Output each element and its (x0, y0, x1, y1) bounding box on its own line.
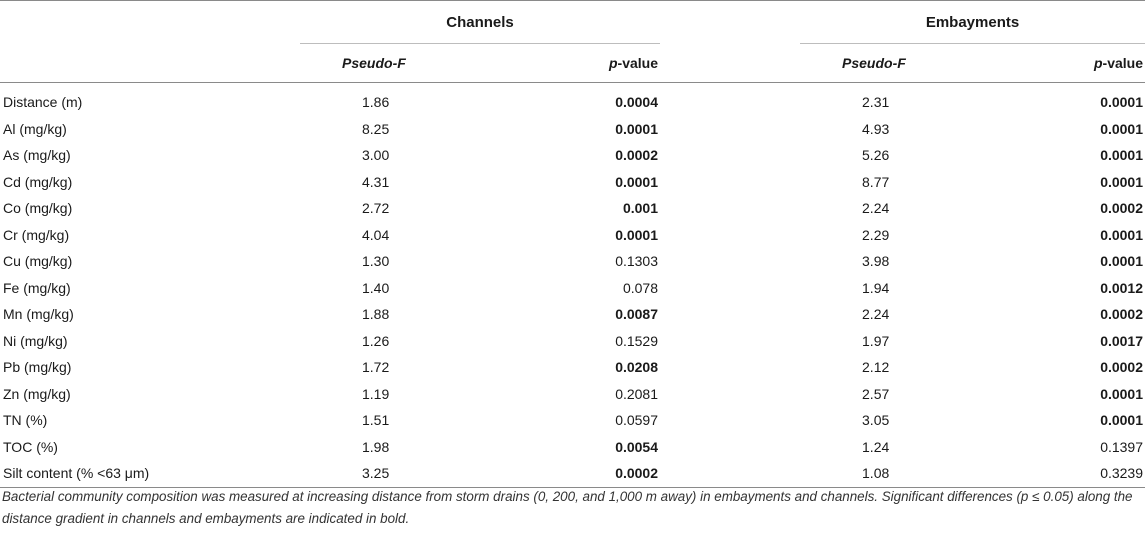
embayments-pseudo-f-cell: 2.24 (862, 200, 890, 217)
channels-pseudo-f-cell: 1.72 (362, 359, 390, 376)
variable-cell: Cr (mg/kg) (3, 226, 70, 243)
spacer-cell (660, 116, 800, 143)
embayments-pseudo-f-cell: 1.94 (862, 279, 890, 296)
channels-pseudo-f-cell: 4.31 (362, 173, 390, 190)
table-row (0, 354, 1145, 381)
spacer-cell (660, 83, 800, 116)
variable-cell: Ni (mg/kg) (3, 332, 68, 349)
channels-p-value-cell: 0.0004 (615, 94, 659, 111)
table-row (0, 142, 1145, 169)
embayments-p-value-cell: 0.0002 (1100, 306, 1144, 323)
embayments-p-value-cell: 0.0001 (1100, 412, 1144, 429)
channels-pseudo-f-cell: 4.04 (362, 226, 390, 243)
channels-p-value-cell: 0.0002 (500, 460, 660, 487)
channels-pseudo-f-cell: 3.25 (300, 460, 500, 487)
variable-cell: Fe (mg/kg) (3, 279, 71, 296)
channels-pseudo-f-cell: 1.86 (362, 94, 390, 111)
spacer-cell (660, 434, 800, 461)
channels-p-value-cell: 0.0087 (615, 306, 659, 323)
spacer-cell (660, 248, 800, 275)
variable-cell: Silt content (% <63 μm) (0, 460, 300, 487)
channels-pseudo-f-cell: 2.72 (362, 200, 390, 217)
embayments-pseudo-f-cell: 1.08 (800, 460, 1000, 487)
table-row (0, 222, 1145, 249)
spacer-cell (660, 195, 800, 222)
embayments-pseudo-f-cell: 8.77 (862, 173, 890, 190)
channels-p-value-cell: 0.0001 (615, 226, 659, 243)
embayments-p-value-cell: 0.0001 (1100, 94, 1144, 111)
table-row (0, 275, 1145, 302)
table-row (0, 381, 1145, 408)
table-row (0, 83, 1145, 116)
spacer-cell (660, 407, 800, 434)
spacer-cell (660, 222, 800, 249)
embayments-p-value-cell: 0.3239 (1000, 460, 1145, 487)
channels-p-value-heading: p-value (500, 44, 660, 83)
channels-pseudo-f-cell: 1.19 (362, 385, 390, 402)
embayments-p-value-cell: 0.0001 (1100, 120, 1144, 137)
channels-pseudo-f-cell: 1.40 (362, 279, 390, 296)
embayments-pseudo-f-cell: 3.05 (862, 412, 890, 429)
channels-p-value-cell: 0.0001 (615, 120, 659, 137)
channels-pseudo-f-cell: 3.00 (362, 147, 390, 164)
embayments-pseudo-f-cell: 3.98 (862, 253, 890, 270)
channels-pseudo-f-cell: 8.25 (362, 120, 390, 137)
channels-p-value-cell: 0.001 (622, 200, 659, 217)
channels-pseudo-f-cell: 1.51 (362, 412, 390, 429)
embayments-p-value-cell: 0.0001 (1100, 385, 1144, 402)
table-row (0, 460, 1145, 487)
variable-cell: As (mg/kg) (3, 147, 71, 164)
embayments-pseudo-f-cell: 1.24 (862, 438, 890, 455)
spacer-cell (660, 354, 800, 381)
variable-cell: TOC (%) (3, 438, 58, 455)
channels-p-value-cell: 0.0597 (615, 412, 659, 429)
variable-cell: Co (mg/kg) (3, 200, 73, 217)
embayments-pseudo-f-cell: 2.31 (862, 94, 890, 111)
channels-p-value-cell: 0.078 (622, 279, 659, 296)
spacer-cell (660, 142, 800, 169)
channels-pseudo-f-cell: 1.26 (362, 332, 390, 349)
variable-cell: Pb (mg/kg) (3, 359, 72, 376)
embayments-heading: Embayments (800, 1, 1145, 44)
variable-cell: Cd (mg/kg) (3, 173, 73, 190)
table-row (0, 434, 1145, 461)
channels-p-value-cell: 0.1303 (615, 253, 659, 270)
channels-heading: Channels (300, 1, 660, 44)
channels-pseudo-f-cell: 1.88 (362, 306, 390, 323)
embayments-p-value-cell: 0.0002 (1100, 200, 1144, 217)
embayments-p-value-cell: 0.0001 (1100, 173, 1144, 190)
spacer-cell (660, 275, 800, 302)
spacer-cell (660, 301, 800, 328)
embayments-pseudo-f-cell: 4.93 (862, 120, 890, 137)
embayments-p-value-cell: 0.1397 (1100, 438, 1144, 455)
channels-pseudo-f-cell: 1.98 (362, 438, 390, 455)
embayments-pseudo-f-cell: 2.29 (862, 226, 890, 243)
embayments-pseudo-f-cell: 5.26 (862, 147, 890, 164)
embayments-pseudo-f-heading: Pseudo-F (800, 44, 1000, 83)
spacer-cell (660, 328, 800, 355)
embayments-pseudo-f-cell: 1.97 (862, 332, 890, 349)
embayments-p-value-cell: 0.0001 (1100, 253, 1144, 270)
embayments-p-value-cell: 0.0017 (1100, 332, 1144, 349)
spacer-cell (660, 169, 800, 196)
embayments-pseudo-f-cell: 2.57 (862, 385, 890, 402)
table-body (0, 83, 1145, 488)
variable-cell: Zn (mg/kg) (3, 385, 71, 402)
table-row (0, 169, 1145, 196)
channels-p-value-cell: 0.0208 (615, 359, 659, 376)
table-row (0, 301, 1145, 328)
channels-p-value-cell: 0.1529 (615, 332, 659, 349)
channels-p-value-cell: 0.2081 (615, 385, 659, 402)
embayments-p-value-heading: p-value (1000, 44, 1145, 83)
variable-cell: Mn (mg/kg) (3, 306, 74, 323)
header-group-row (0, 1, 1145, 44)
embayments-p-value-cell: 0.0002 (1100, 359, 1144, 376)
variable-cell: TN (%) (3, 412, 48, 429)
spacer-cell (660, 460, 800, 487)
header-subcolumn-row (0, 44, 1145, 83)
table-row (0, 116, 1145, 143)
variable-cell: Al (mg/kg) (3, 120, 67, 137)
embayments-p-value-cell: 0.0001 (1100, 226, 1144, 243)
table-header (0, 1, 1145, 83)
channels-pseudo-f-cell: 1.30 (362, 253, 390, 270)
embayments-pseudo-f-cell: 2.24 (862, 306, 890, 323)
spacer-cell (660, 381, 800, 408)
table-row (0, 328, 1145, 355)
variable-cell: Distance (m) (3, 94, 83, 111)
table-footnote: Bacterial community composition was measured at increasing distance from storm drains (0, 200, and 1,000 m away) in embayments and channels. Significant differences (p ≤ 0.05) along the distance gradient in channels and embayments are indicated in bold. (2, 489, 1133, 526)
table-row (0, 195, 1145, 222)
channels-p-value-cell: 0.0054 (615, 438, 659, 455)
table-row (0, 248, 1145, 275)
embayments-pseudo-f-cell: 2.12 (862, 359, 890, 376)
table-row (0, 407, 1145, 434)
channels-p-value-cell: 0.0001 (615, 173, 659, 190)
channels-pseudo-f-heading: Pseudo-F (300, 44, 500, 83)
channels-p-value-cell: 0.0002 (615, 147, 659, 164)
variable-cell: Cu (mg/kg) (3, 253, 73, 270)
embayments-p-value-cell: 0.0012 (1100, 279, 1144, 296)
embayments-p-value-cell: 0.0001 (1100, 147, 1144, 164)
